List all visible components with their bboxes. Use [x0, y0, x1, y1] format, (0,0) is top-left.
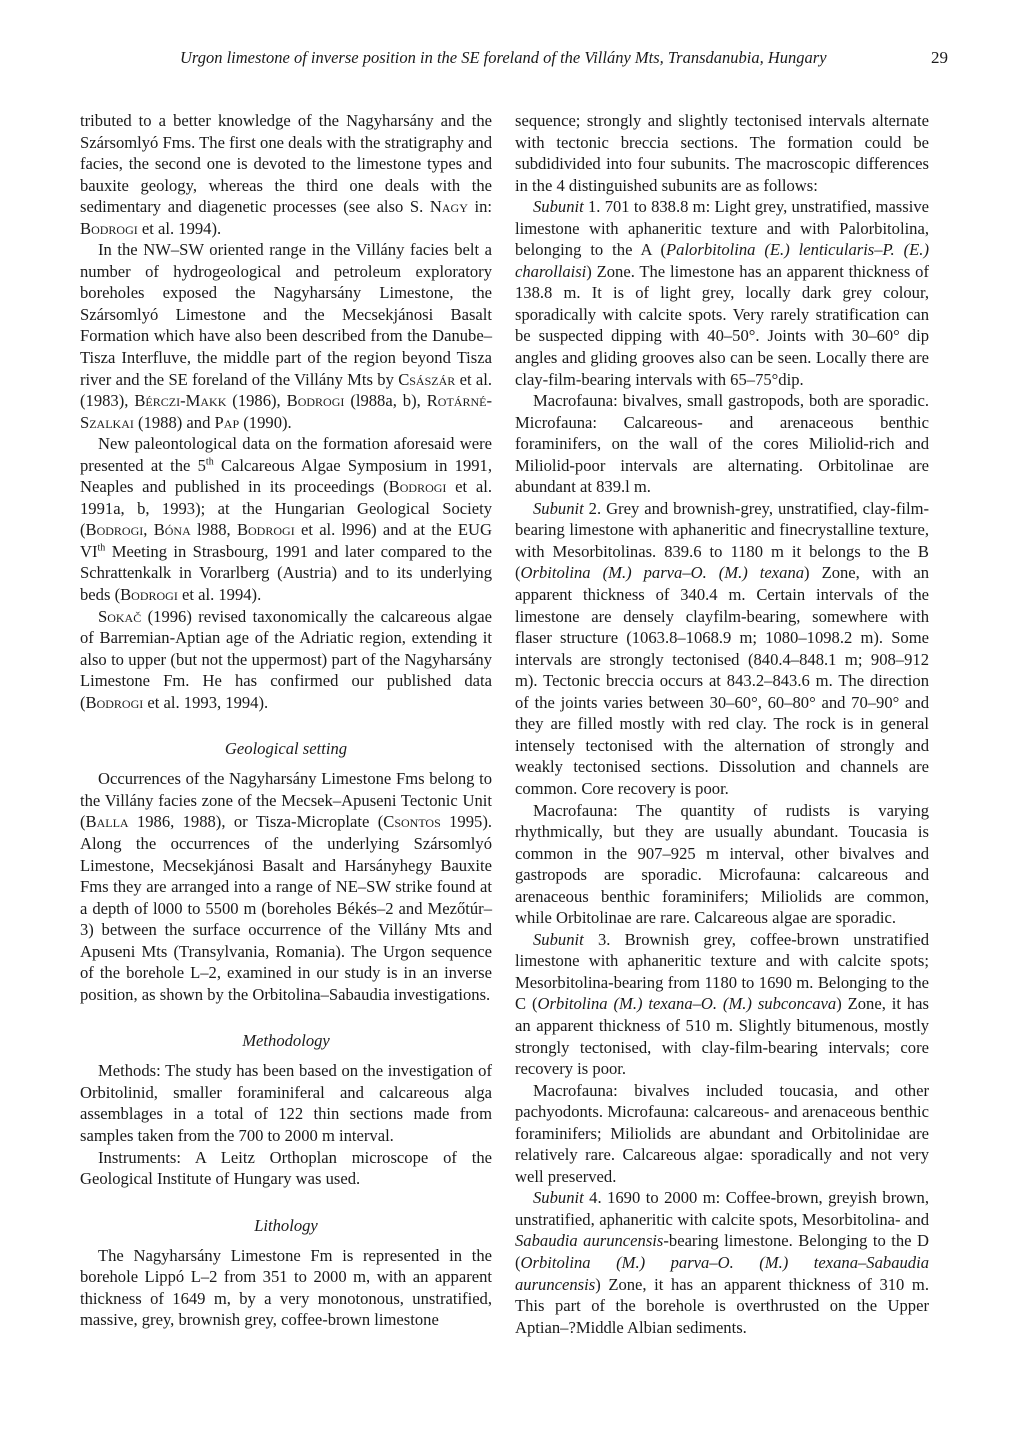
running-header	[80, 48, 948, 74]
page-number: 29	[931, 48, 948, 67]
paragraph: In the NW–SW oriented range in the Villány facies belt a number of hydrogeological and petroleum exploratory boreholes exposed the Nagyharsány Limestone, the Szársomlyó Limestone and the Mecsekjánosi Basalt Formation which have also been described from the Danube–Tisza Interfluve, the middle part of the region beyond Tisza river and the SE foreland of the Villány Mts by Császár et al. (1983), Bérczi-Makk (1986), Bodrogi (l988a, b), Rotárné-Szalkai (1988) and Pap (1990).	[80, 240, 492, 432]
paragraph: Occurrences of the Nagyharsány Limestone Fms belong to the Villány facies zone of the Mecsek–Apuseni Tectonic Unit (Balla 1986, 1988), or Tisza-Microplate (Csontos 1995). Along the occurrences of the underlying Szársomlyó Limestone, Mecsekjánosi Basalt and Harsányhegy Bauxite Fms they are arranged into a range of NE–SW strike found at a depth of l000 to 5500 m (boreholes Békés–2 and Mezőtúr–3) between the surface occurrence of the Villány Mts and Apuseni Mts (Transylvania, Romania). The Urgon sequence of the borehole L–2, examined in our study is in an inverse position, as shown by the Orbitolina–Sabaudia investigations.	[80, 769, 492, 1004]
paragraph: Macrofauna: bivalves included toucasia, and other pachyodonts. Microfauna: calcareous- and arenaceous benthic foraminifers; Miliolids are abundant and Orbitolinidae are relatively rare. Calcareous algae: sporadically and not very well preserved.	[515, 1080, 929, 1186]
section-heading-methodology: Methodology	[242, 1031, 330, 1051]
paragraph: Subunit 1. 701 to 838.8 m: Light grey, unstratified, massive limestone with aphaneritic texture and with Palorbitolina, belonging to the A (Palorbitolina (E.) lenticularis–P. (E.) charollaisi) Zone. The limestone has an apparent thickness of 138.8 m. It is of light grey, locally dark grey colour, sporadically with calcite spots. Very rarely stratification can be suspected dipping with 40–50°. Joints with 30–60° dip angles and gliding grooves also can be seen. Locally there are clay-film-bearing intervals with 65–75°dip.	[515, 197, 929, 389]
paragraph: sequence; strongly and slightly tectonised intervals alternate with tectonic breccia sections. The formation could be subdidivided into four subunits. The macroscopic differences in the 4 distinguished subunits are as follows:	[515, 111, 929, 195]
left-column	[80, 110, 492, 1331]
paragraph: Subunit 4. 1690 to 2000 m: Coffee-brown, greyish brown, unstratified, aphaneritic with calcite spots, Mesorbitolina- and Sabaudia auruncensis-bearing limestone. Belonging to the D (Orbitolina (M.) parva–O. (M.) texana–Sabaudia auruncensis) Zone, it has an apparent thickness of 310 m. This part of the borehole is overthrusted on the Upper Aptian–?Middle Albian sediments.	[515, 1188, 929, 1337]
section-heading-lithology: Lithology	[254, 1215, 318, 1235]
paragraph: Macrofauna: bivalves, small gastropods, both are sporadic. Microfauna: Calcareous- and arenaceous benthic foraminifers, on the wall of the cores Miliolid-rich and Miliolid-poor intervals are alternating. Orbitolinae are abundant at 839.l m.	[515, 391, 929, 497]
paragraph: tributed to a better knowledge of the Nagyharsány and the Szársomlyó Fms. The first one deals with the stratigraphy and facies, the second one is devoted to the limestone types and bauxite geology, whereas the third one deals with the sedimentary and diagenetic processes (see also S. Nagy in: Bodrogi et al. 1994).	[80, 111, 492, 238]
running-title: Urgon limestone of inverse position in the SE foreland of the Villány Mts, Transdanubia, Hungary	[180, 48, 827, 67]
paragraph: Subunit 3. Brownish grey, coffee-brown unstratified limestone with aphaneritic texture and with calcite spots; Mesorbitolina-bearing from 1180 to 1690 m. Belonging to the C (Orbitolina (M.) texana–O. (M.) subconcava) Zone, it has an apparent thickness of 510 m. Slightly bitumenous, mostly strongly tectonised, with clay-film-bearing intervals; core recovery is poor.	[515, 929, 929, 1079]
paragraph: The Nagyharsány Limestone Fm is represented in the borehole Lippó L–2 from 351 to 2000 m, with an apparent thickness of 1649 m, by a very monotonous, unstratified, massive, grey, brownish grey, coffee-brown limestone	[80, 1245, 492, 1330]
paragraph: New paleontological data on the formation aforesaid were presented at the 5th Calcareous Algae Symposium in 1991, Neaples and published in its proceedings (Bodrogi et al. 1991a, b, 1993); at the Hungarian Geological Society (Bodrogi, Bóna l988, Bodrogi et al. l996) and at the EUG VIth Meeting in Strasbourg, 1991 and later compared to the Schrattenkalk in Vorarlberg (Austria) and to its underlying beds (Bodrogi et al. 1994).	[80, 434, 492, 605]
paragraph: Macrofauna: The quantity of rudists is varying rhythmically, but they are usually abundant. Toucasia is common in the 907–925 m interval, other bivalves and gastropods are sporadic. Microfauna: calcareous and arenaceous benthic foraminifers; Miliolids are common, while Orbitolinae are rare. Calcareous algae are sporadic.	[515, 800, 929, 928]
paragraph: Sokač (1996) revised taxonomically the calcareous algae of Barremian-Aptian age of the Adriatic region, extending it also to upper (but not the uppermost) part of the Nagyharsány Limestone Fm. He has confirmed our published data (Bodrogi et al. 1993, 1994).	[80, 606, 492, 712]
right-column	[515, 110, 929, 1338]
section-heading-geological-setting: Geological setting	[224, 739, 348, 759]
paragraph: Instruments: A Leitz Orthoplan microscope of the Geological Institute of Hungary was used.	[80, 1147, 492, 1189]
paragraph: Subunit 2. Grey and brownish-grey, unstratified, clay-film-bearing limestone with aphaneritic and finecrystalline texture, with Mesorbitolinas. 839.6 to 1180 m it belongs to the B (Orbitolina (M.) parva–O. (M.) texana) Zone, with an apparent thickness of 340.4 m. Certain intervals of the limestone are densely clayfilm-bearing, somewhere with flaser structure (1063.8–1068.9 m; 1080–1098.2 m). Some intervals are strongly tectonised (840.4–848.1 m; 908–912 m). Tectonic breccia occurs at 843.2–843.6 m. The direction of the joints varies between 30–60°, 60–80° and 70–90° and they are filled mostly with red clay. The rock is in general intensely tectonised with the alternation of strongly and weakly tectonised sections. Dissolution and channels are common. Core recovery is poor.	[515, 498, 929, 798]
paragraph: Methods: The study has been based on the investigation of Orbitolinid, smaller foraminiferal and calcareous alga assemblages in a total of 122 thin sections made from samples taken from the 700 to 2000 m interval.	[80, 1061, 492, 1145]
